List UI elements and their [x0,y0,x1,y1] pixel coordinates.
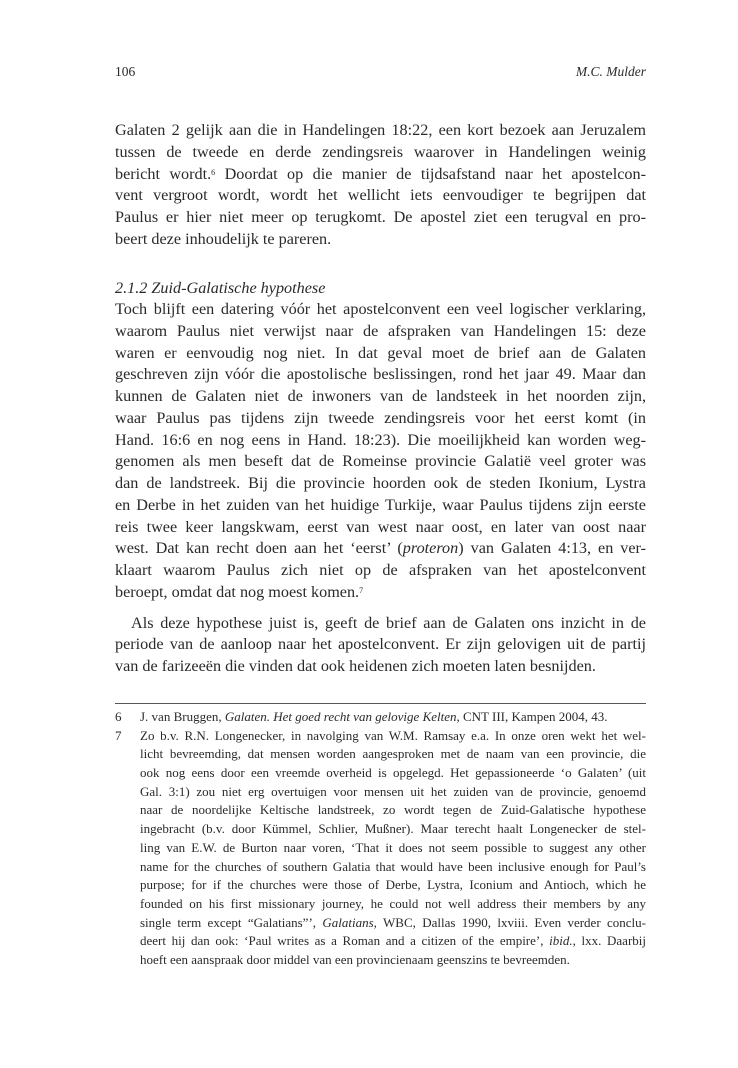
text-line [115,207,646,229]
section-heading: 2.1.2 Zuid-Galatische hypothese [115,279,326,297]
text-segment: kunnen de Galaten niet de inwoners van de landsteek in het noorden zijn, [115,387,646,405]
italic-text: Galatians [322,914,374,930]
text-segment: hoeft een aanspraak door middel van een provincienaam geenszins te bevreemden. [140,951,570,967]
text-segment: beroept, omdat dat nog moest komen. [115,582,360,601]
text-segment: waar Paulus pas tijdens zijn tweede zendingsreis voor het eerst komt (in [115,408,646,427]
text-segment: single term except “Galatians”’, [140,914,323,930]
text-line [115,364,646,386]
text-line [115,582,646,604]
text-line [115,229,646,251]
text-line [115,517,646,539]
footnote-divider [115,703,646,704]
italic-text: ibid. [549,933,573,949]
text-line [115,538,646,560]
text-segment: , lxx. Daarbij [572,933,646,949]
text-line [140,895,646,914]
text-segment: ook nog eens door een vreemde overheid is opgelegd. Het gepassioneerde ‘o Galaten’ (uit [140,765,646,781]
text-line [115,321,646,343]
text-segment: J. van Bruggen, [140,709,225,724]
text-line [140,820,646,839]
text-line [140,858,646,877]
text-segment: Galaten 2 gelijk aan die in Handelingen 18:22, een kort bezoek aan Jeruzalem [115,121,646,139]
text-segment: bericht wordt. [115,164,212,183]
text-segment: founded on his first missionary journey, he could not well address their members by any [140,895,646,911]
text-segment: dan de landstreek. Bij die provincie hoorden ook de steden Ikonium, Lystra [115,474,646,492]
text-line [115,656,646,678]
text-line [115,142,646,164]
text-segment: van de farizeeën die vinden dat ook heidenen zich moeten laten besnijden. [115,657,596,675]
text-segment: reis twee keer langskwam, eerst van west naar oost, en later van oost naar [115,517,646,536]
text-line [115,164,646,186]
page-number: 106 [115,64,136,79]
text-line [115,343,646,365]
text-line [115,473,646,495]
footnote-reference: 6 [211,167,216,177]
text-line [140,914,646,933]
text-segment: purpose; for if the churches were those of Derbe, Lystra, Iconium and Antioch, which he [140,877,646,893]
text-segment: waren er eenvoudig nog niet. In dat geval moet de brief aan de Galaten [115,343,646,362]
text-line [140,783,646,802]
text-line [140,951,646,970]
text-line [115,185,646,207]
text-line [115,386,646,408]
text-segment: vent vergroot wordt, wordt het wellicht iets eenvoudiger te begrijpen dat [115,186,646,205]
text-line [115,451,646,473]
text-line [140,801,646,820]
footnote-number: 7 [115,727,122,743]
running-header-author: M.C. Mulder [575,64,646,79]
text-line [115,120,646,142]
text-segment: ingebracht (b.v. door Kümmel, Schlier, Mußner). Maar terecht haalt Longenecker de stel- [140,821,646,837]
text-segment: Hand. 16:6 en nog eens in Hand. 18:23). Die moeilijkheid kan worden weg- [115,430,646,449]
text-segment: name for the churches of southern Galatia that would have been inclusive enough for Paul’s [140,858,646,874]
text-segment: naar de noordelijke Keltische landstreek, zo wordt tegen de Zuid-Galatische hypothese [140,802,646,818]
footnote-number: 6 [115,709,122,724]
text-line [115,634,646,656]
footnote [115,727,646,970]
italic-text: proteron [402,539,459,558]
text-segment: Toch blijft een datering vóór het apostelconvent een veel logischer verklaring, [115,300,646,318]
text-segment: beert deze inhoudelijk te pareren. [115,229,332,248]
text-segment: , CNT III, Kampen 2004, 43. [456,709,608,724]
footnote-reference: 7 [359,585,364,595]
paragraph-1 [115,120,646,251]
text-segment: geschreven zijn vóór die apostolische beslissingen, rond het jaar 49. Maar dan [115,365,646,384]
text-segment: Doordat op die manier de tijdsafstand naar het apostelcon- [215,164,646,183]
text-line [140,932,646,951]
text-line [140,708,646,727]
text-segment: Als deze hypothese juist is, geeft de brief aan de Galaten ons inzicht in de [131,613,646,632]
text-line [115,430,646,452]
text-segment: periode van de aanloop naar het apostelconvent. Er zijn gelovigen uit de partij [115,635,646,654]
text-segment: ling van E.W. de Burton naar voren, ‘That it does not seem possible to suggest any other [140,839,646,855]
text-segment: waarom Paulus niet verwijst naar de afspraken van Handelingen 15: deze [115,321,646,340]
text-line [140,839,646,858]
text-line [115,560,646,582]
text-segment: licht bevreemding, dat mensen worden aangesproken met de naam van een provincie, die [140,746,646,762]
text-segment: en Derbe in het zuiden van het huidige Turkije, waar Paulus tijdens zijn eerste [115,495,646,514]
text-line [115,408,646,430]
text-line [140,764,646,783]
text-segment: Paulus er hier niet meer op terugkomt. De apostel ziet een terugval en pro- [115,208,646,226]
text-line [115,495,646,517]
text-segment: klaart waarom Paulus zich niet op de afspraken van het apostelconvent [115,561,646,579]
text-line [140,876,646,895]
text-segment: tussen de tweede en derde zendingsreis waarover in Handelingen weinig [115,142,646,161]
text-segment: , WBC, Dallas 1990, lxviii. Even verder conclu- [373,914,646,930]
text-line [140,727,646,746]
footnotes [115,708,646,970]
text-line [115,299,646,321]
italic-text: Galaten. Het goed recht van gelovige Kelten [224,709,457,724]
paragraph-3 [115,613,646,678]
text-segment: deert hij dan ook: ‘Paul writes as a Roman and a citizen of the empire’, [140,933,550,949]
text-segment: Zo b.v. R.N. Longenecker, in navolging van W.M. Ramsay e.a. In onze oren wekt het wel- [140,727,646,743]
text-segment: Gal. 3:1) zou niet erg overtuigen voor mensen uit het zuiden van de provincie, genoemd [140,783,646,799]
footnote [115,708,646,727]
text-line [115,613,646,635]
text-line [140,745,646,764]
paragraph-2 [115,299,646,604]
text-segment: genomen als men beseft dat de Romeinse provincie Galatië veel groter was [115,452,646,471]
text-segment: ) van Galaten 4:13, en ver- [458,539,647,558]
text-segment: west. Dat kan recht doen aan het ‘eerst’ ( [115,539,403,558]
